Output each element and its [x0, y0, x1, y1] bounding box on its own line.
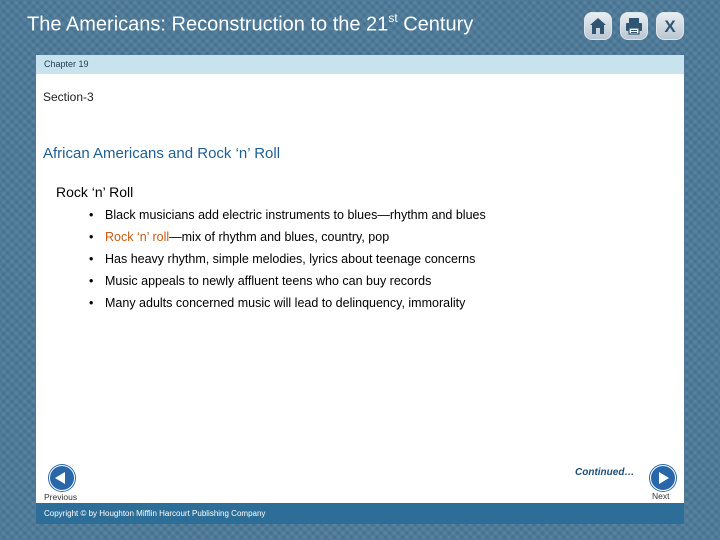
section-label: Section-3	[43, 90, 94, 104]
title-main: The Americans: Reconstruction to the 21	[27, 13, 389, 36]
bullet-item	[89, 228, 486, 250]
close-button[interactable]	[656, 12, 684, 40]
next-button[interactable]	[650, 465, 676, 491]
bullet-list	[89, 206, 486, 316]
arrow-right-icon	[659, 472, 669, 484]
copyright-text: Copyright © by Houghton Mifflin Harcourt Publishing Company	[44, 509, 266, 518]
copyright-bar	[36, 503, 684, 524]
slide-content	[36, 74, 684, 503]
close-label: X	[664, 17, 676, 36]
previous-label[interactable]: Previous	[44, 492, 78, 502]
top-toolbar	[584, 12, 684, 40]
bullet-marker: •	[89, 230, 94, 244]
home-icon	[588, 16, 608, 36]
home-button[interactable]	[584, 12, 612, 40]
chapter-bar	[36, 55, 684, 74]
chapter-label: Chapter 19	[44, 59, 89, 69]
bullet-text: Black musicians add electric instruments to blues—rhythm and blues	[105, 208, 486, 222]
slide-subheading: Rock ‘n’ Roll	[56, 184, 134, 200]
bullet-marker: •	[89, 252, 94, 266]
slide-heading: African Americans and Rock ‘n’ Roll	[43, 145, 281, 162]
print-icon	[624, 16, 644, 36]
bullet-text: Has heavy rhythm, simple melodies, lyrics about teenage concerns	[105, 252, 476, 266]
bullet-marker: •	[89, 274, 94, 288]
continued-label: Continued…	[575, 467, 635, 478]
bullet-item	[89, 250, 486, 272]
bullet-item	[89, 206, 486, 228]
close-icon	[660, 16, 680, 36]
bullet-marker: •	[89, 208, 94, 222]
title-end: Century	[397, 13, 474, 36]
print-button[interactable]	[620, 12, 648, 40]
bullet-text: Music appeals to newly affluent teens who can buy records	[105, 274, 432, 288]
key-term: Rock ‘n’ roll	[105, 230, 170, 244]
title-superscript: st	[388, 11, 398, 25]
previous-button[interactable]	[49, 465, 75, 491]
bullet-text: —mix of rhythm and blues, country, pop	[169, 230, 390, 244]
bullet-text: Many adults concerned music will lead to delinquency, immorality	[105, 296, 466, 310]
bullet-item	[89, 294, 486, 316]
presentation-title	[27, 12, 473, 37]
next-label[interactable]: Next	[652, 491, 670, 501]
arrow-left-icon	[55, 472, 65, 484]
bullet-marker: •	[89, 296, 94, 310]
bullet-item	[89, 272, 486, 294]
